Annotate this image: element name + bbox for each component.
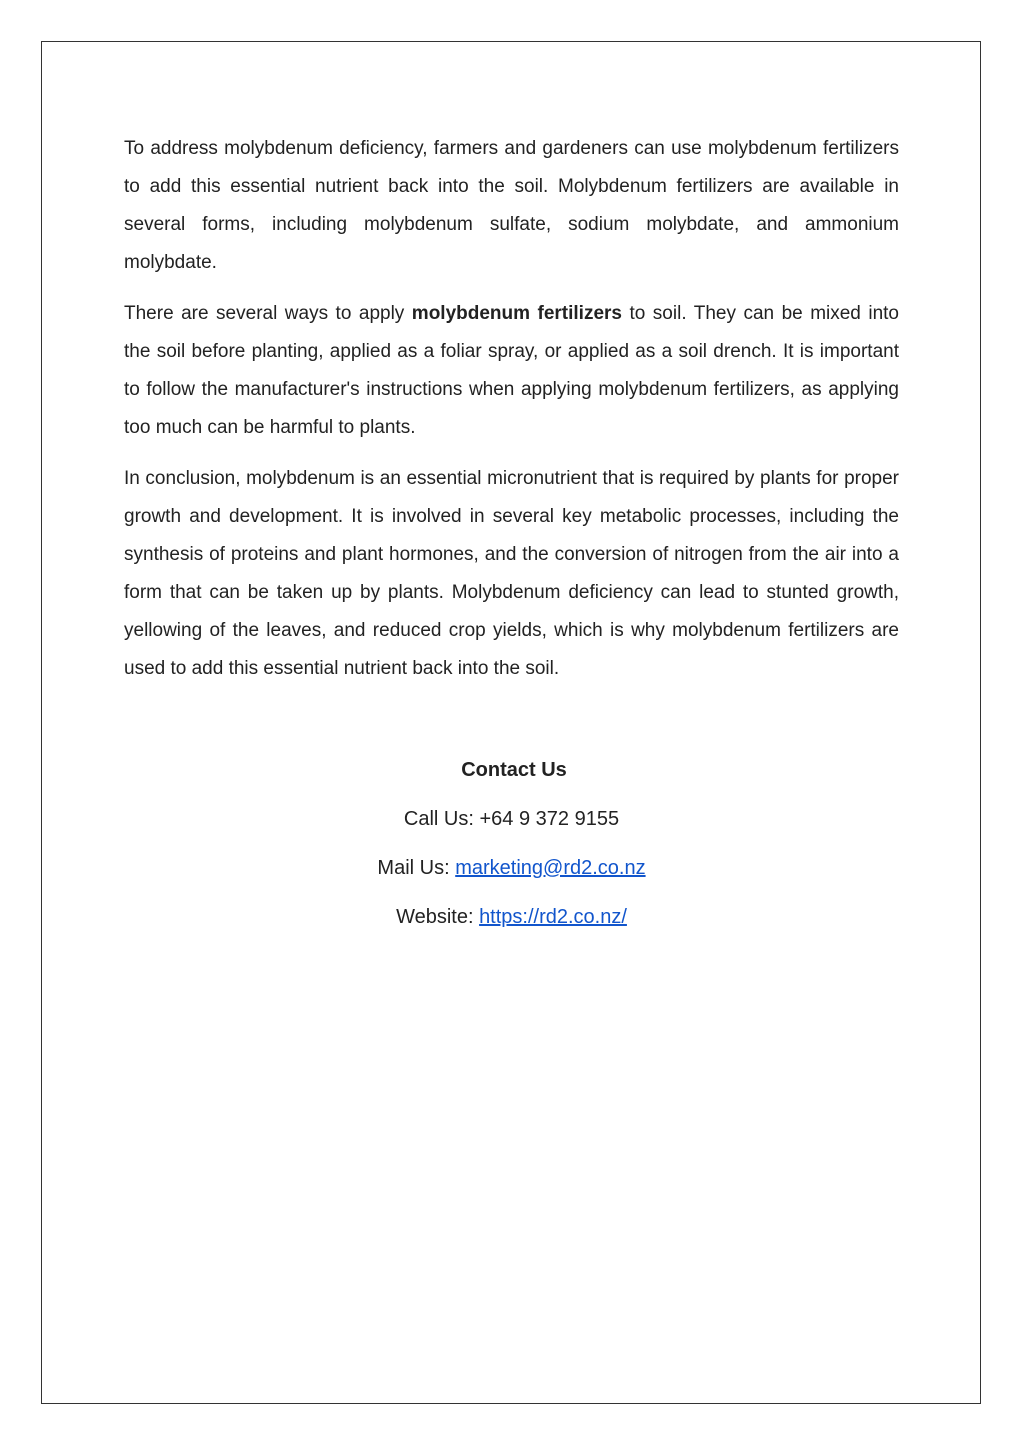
contact-heading: Contact Us <box>461 759 567 781</box>
website-link[interactable]: https://rd2.co.nz/ <box>479 906 627 928</box>
email-link[interactable]: marketing@rd2.co.nz <box>455 857 646 879</box>
website-label: Website: <box>396 906 480 928</box>
contact-phone <box>124 807 899 831</box>
paragraph-text: to soil. They can be mixed into the soil before planting, applied as a foliar spray, or applied as a soil drench. It is important to follow the manufacturer's instructions when applying molybdenum fertilizers, as applying too much can be harmful to plants. <box>124 303 899 438</box>
contact-section <box>124 758 899 954</box>
phone-number: +64 9 372 9155 <box>479 808 620 830</box>
paragraph-application-methods <box>124 295 899 447</box>
paragraph-molybdenum-fertilizers: To address molybdenum deficiency, farmers and gardeners can use molybdenum fertilizers to add this essential nutrient back into the soil. Molybdenum fertilizers are available in several forms, including molybdenum sulfate, sodium molybdate, and ammonium molybdate. <box>124 138 899 273</box>
paragraph-conclusion: In conclusion, molybdenum is an essential micronutrient that is required by plants for proper growth and development. It is involved in several key metabolic processes, including the synthesis of proteins and plant hormones, and the conversion of nitrogen from the air into a form that can be taken up by plants. Molybdenum deficiency can lead to stunted growth, yellowing of the leaves, and reduced crop yields, which is why molybdenum fertilizers are used to add this essential nutrient back into the soil. <box>124 468 899 679</box>
call-label: Call Us: <box>403 808 480 830</box>
paragraph-text: There are several ways to apply <box>124 303 412 324</box>
body-text <box>124 130 899 701</box>
bold-keyword: molybdenum fertilizers <box>411 303 622 324</box>
mail-label: Mail Us: <box>377 857 456 879</box>
contact-website <box>124 905 899 929</box>
contact-email <box>124 856 899 880</box>
